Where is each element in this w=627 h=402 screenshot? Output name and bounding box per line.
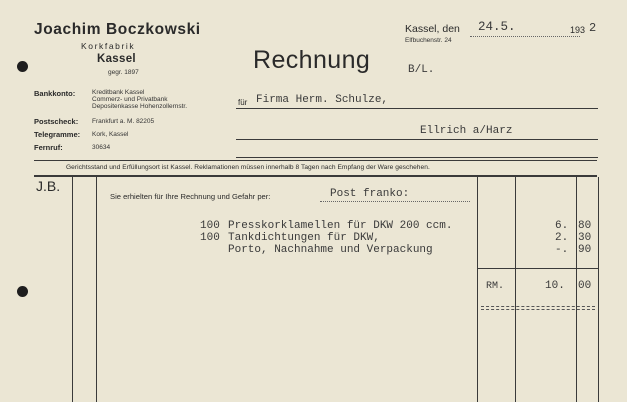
item-2-qty: 100 bbox=[200, 232, 220, 244]
recipient-line-1 bbox=[236, 108, 598, 109]
table-left-line-2 bbox=[96, 177, 97, 402]
table-right-line bbox=[598, 177, 599, 402]
year-prefix: 193 bbox=[570, 25, 586, 35]
legal-note: Gerichtsstand und Erfüllungsort ist Kassel. Reklamationen müssen innerhalb 8 Tagen nach Empfang der Ware geschehen. bbox=[66, 164, 430, 171]
punch-hole-top bbox=[17, 61, 28, 72]
total-cents: 00 bbox=[578, 280, 592, 292]
item-1-description: Presskorklamellen für DKW 200 ccm. bbox=[228, 220, 453, 232]
recipient-name: Firma Herm. Schulze, bbox=[256, 94, 389, 106]
total-double-rule-1 bbox=[481, 306, 595, 307]
table-amount-line bbox=[477, 177, 478, 402]
postscheck-label: Postscheck: bbox=[34, 117, 79, 126]
item-3-amount: -. bbox=[555, 244, 569, 256]
item-1-cents: 80 bbox=[578, 220, 592, 232]
company-city: Kassel bbox=[97, 53, 136, 65]
item-2-amount: 2. bbox=[555, 232, 569, 244]
company-founded: gegr. 1897 bbox=[108, 69, 139, 76]
item-2-cents: 30 bbox=[578, 232, 592, 244]
recipient-line-2 bbox=[236, 139, 598, 140]
total-amount: 10. bbox=[545, 280, 565, 292]
shipping-value: Post franko: bbox=[330, 188, 410, 200]
item-3-description: Porto, Nachnahme und Verpackung bbox=[228, 244, 433, 256]
legal-rule-top bbox=[34, 160, 597, 161]
title-suffix: B/L. bbox=[408, 64, 435, 76]
company-business: Korkfabrik bbox=[81, 41, 136, 51]
recipient-prefix: für bbox=[238, 98, 248, 107]
document-title: Rechnung bbox=[253, 46, 371, 74]
bank-label: Bankkonto: bbox=[34, 89, 76, 98]
phone-label: Fernruf: bbox=[34, 143, 63, 152]
punch-hole-bottom bbox=[17, 286, 28, 297]
recipient-location: Ellrich a/Harz bbox=[420, 125, 513, 137]
item-2-description: Tankdichtungen für DKW, bbox=[228, 232, 380, 244]
invoice-date: 24.5. bbox=[478, 20, 516, 34]
postscheck-value: Frankfurt a. M. 82205 bbox=[92, 118, 155, 125]
bank-line-1: Kreditbank Kassel bbox=[92, 89, 145, 96]
place-label: Kassel, den bbox=[405, 23, 460, 35]
table-cents-line bbox=[576, 177, 577, 402]
recipient-line-3 bbox=[236, 157, 598, 158]
shipping-label: Sie erhielten für Ihre Rechnung und Gefahr per: bbox=[110, 192, 271, 201]
item-1-qty: 100 bbox=[200, 220, 220, 232]
legal-rule-bottom bbox=[34, 175, 597, 177]
year-digit: 2 bbox=[589, 21, 597, 35]
telegram-value: Kork, Kassel bbox=[92, 131, 129, 138]
bank-line-3: Depositenkasse Hohenzollernstr. bbox=[92, 103, 188, 110]
company-name: Joachim Boczkowski bbox=[34, 21, 201, 38]
date-underline bbox=[470, 36, 580, 37]
item-1-amount: 6. bbox=[555, 220, 569, 232]
phone-value: 30634 bbox=[92, 144, 111, 151]
telegram-label: Telegramme: bbox=[34, 130, 81, 139]
item-3-cents: 90 bbox=[578, 244, 592, 256]
table-subtotal-line bbox=[515, 177, 516, 402]
total-double-rule-2 bbox=[481, 309, 595, 310]
company-street: Elfbuchenstr. 24 bbox=[405, 37, 452, 44]
total-currency: RM. bbox=[486, 281, 505, 292]
shipping-underline bbox=[320, 201, 470, 202]
table-left-line bbox=[72, 177, 73, 402]
bank-line-2: Commerz- und Privatbank bbox=[92, 96, 168, 103]
reference-initials: J.B. bbox=[36, 178, 61, 194]
total-rule bbox=[478, 268, 598, 269]
